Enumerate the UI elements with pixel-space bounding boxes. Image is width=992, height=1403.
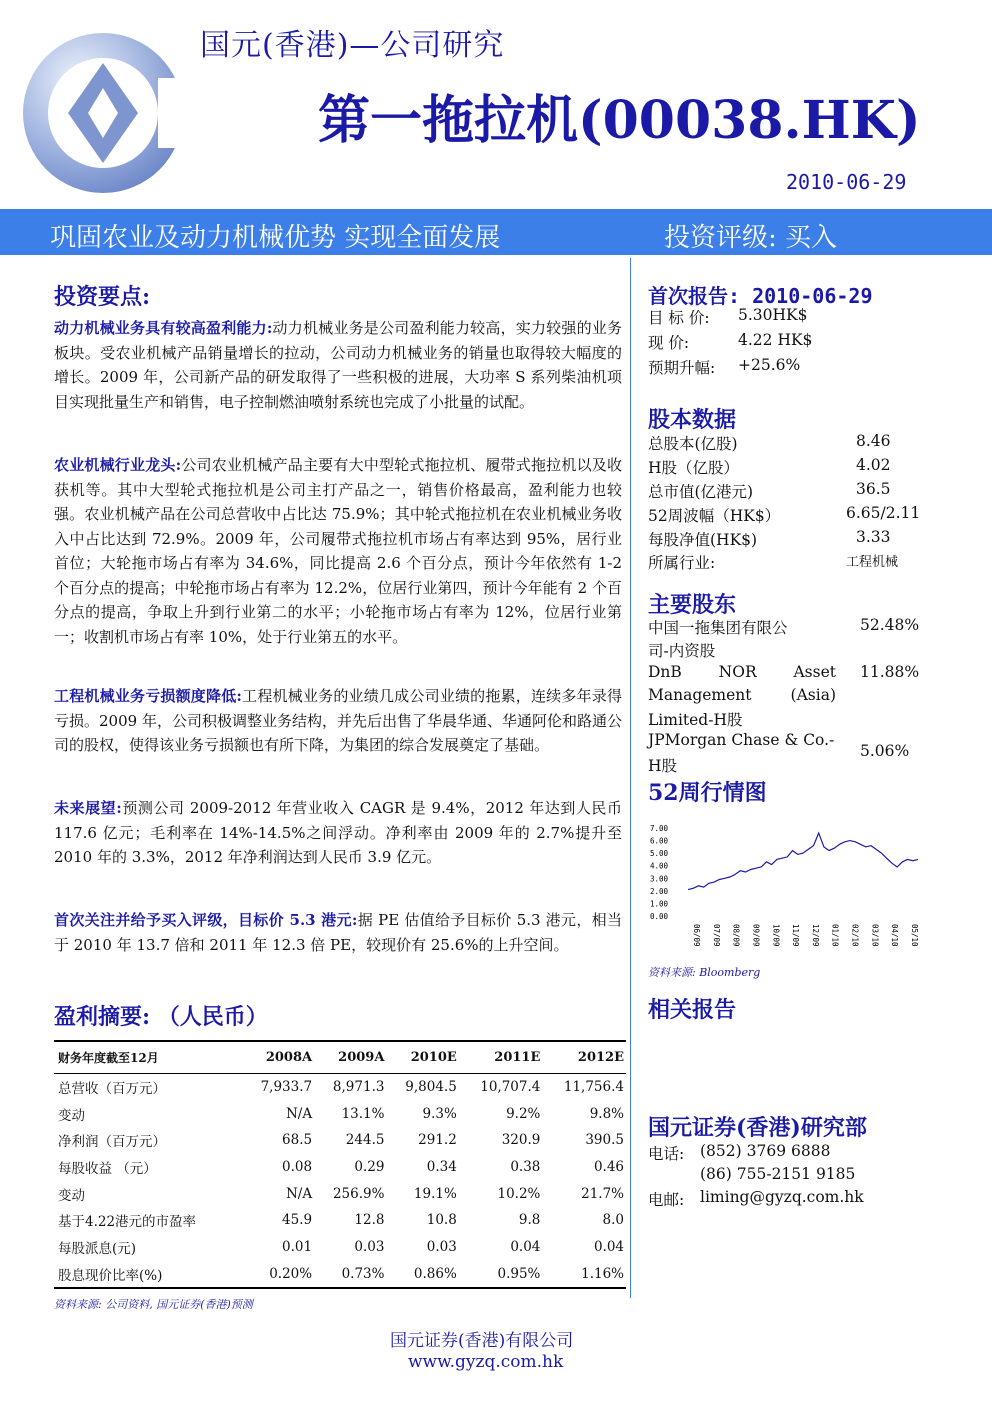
table-row xyxy=(54,1234,626,1261)
table-cell: 256.9% xyxy=(332,1185,385,1202)
major-shareholders-title: 主要股东 xyxy=(648,592,737,618)
phone-cn: (86) 755-2151 9185 xyxy=(700,1165,856,1183)
table-cell: 12.8 xyxy=(354,1212,385,1229)
shareholder-name: JPMorgan Chase & Co.- xyxy=(648,731,835,749)
table-cell: 13.1% xyxy=(341,1105,385,1122)
point-text: 预测公司 2009-2012 年营业收入 CAGR 是 9.4%，2012 年达到人民币 117.6 亿元；毛利率在 14%-14.5%之间浮动。净利率由 2009 年的 2.7%提升至 2010 年的 3.3%，2012 年净利润达到人民币 3.9 亿元。 xyxy=(54,799,622,866)
table-cell: 0.04 xyxy=(510,1238,541,1255)
table-row xyxy=(54,1073,626,1100)
table-cell: 0.03 xyxy=(426,1238,457,1255)
expected-upside-value: +25.6% xyxy=(738,356,801,374)
report-type: 国元(香港)—公司研究 xyxy=(200,28,505,63)
x-tick-label: 03/10 xyxy=(870,924,880,947)
table-cell: 9.8% xyxy=(589,1105,624,1122)
x-tick-label: 05/10 xyxy=(910,924,919,947)
banner-headline: 巩固农业及动力机械优势 实现全面发展 xyxy=(50,223,501,253)
x-tick-label: 08/09 xyxy=(731,924,741,947)
y-tick-label: 0.00 xyxy=(650,912,669,921)
target-price-value: 5.30HK$ xyxy=(738,306,808,324)
banner-rating: 投资评级: 买入 xyxy=(664,223,838,253)
earnings-summary-title: 盈利摘要: （人民币） xyxy=(54,1004,268,1030)
y-tick-label: 3.00 xyxy=(650,874,669,884)
investment-points-title: 投资要点: xyxy=(54,284,151,310)
table-cell: 7,933.7 xyxy=(260,1078,313,1095)
table-cell: 9.8 xyxy=(518,1212,541,1229)
y-tick-label: 5.00 xyxy=(650,849,669,859)
table-row xyxy=(54,1100,626,1127)
footer-url[interactable]: www.gyzq.com.hk xyxy=(408,1352,564,1372)
equity-value: 8.46 xyxy=(856,432,891,450)
table-cell: 390.5 xyxy=(585,1132,624,1149)
table-row xyxy=(54,1180,626,1207)
table-cell: 320.9 xyxy=(501,1132,541,1149)
table-cell: 0.01 xyxy=(282,1238,313,1255)
table-cell: 10.8 xyxy=(426,1212,457,1229)
point-outlook xyxy=(54,796,622,870)
table-cell: 244.5 xyxy=(345,1132,385,1149)
x-tick-label: 04/10 xyxy=(890,924,900,947)
equity-label: 52周波幅（HK$） xyxy=(648,507,781,525)
research-dept-title: 国元证券(香港)研究部 xyxy=(648,1115,867,1141)
table-cell: 0.73% xyxy=(341,1265,385,1282)
earnings-table xyxy=(54,1040,626,1289)
shareholder-name: DnB NOR Asset xyxy=(648,663,836,681)
equity-value: 36.5 xyxy=(856,480,891,498)
y-tick-label: 7.00 xyxy=(650,824,669,833)
table-cell: N/A xyxy=(285,1185,313,1202)
x-tick-label: 12/09 xyxy=(810,924,820,947)
column-header: 2010E xyxy=(410,1049,457,1065)
table-cell: 68.5 xyxy=(282,1132,313,1149)
price-series-line xyxy=(688,833,918,890)
table-cell: 8,971.3 xyxy=(332,1078,385,1095)
table-row xyxy=(54,1207,626,1234)
table-cell: 291.2 xyxy=(418,1132,457,1149)
row-label: 变动 xyxy=(58,1107,85,1124)
column-divider xyxy=(630,258,631,1298)
target-price-label: 目 标 价: xyxy=(648,309,710,327)
row-label: 总营收（百万元） xyxy=(58,1080,166,1097)
table-cell: 0.03 xyxy=(354,1238,385,1255)
price-chart xyxy=(648,818,924,968)
phone-label: 电话: xyxy=(648,1145,685,1163)
y-tick-label: 1.00 xyxy=(650,899,669,909)
equity-value: 工程机械 xyxy=(846,555,899,570)
table-cell: 0.95% xyxy=(497,1265,541,1282)
table-cell: 21.7% xyxy=(581,1185,624,1202)
equity-data-title: 股本数据 xyxy=(648,407,737,433)
table-cell: 19.1% xyxy=(413,1185,457,1202)
x-tick-label: 11/09 xyxy=(791,924,801,947)
row-label: 每股收益 （元） xyxy=(58,1160,157,1177)
table-cell: 11,756.4 xyxy=(563,1078,624,1095)
table-cell: 0.08 xyxy=(282,1158,313,1175)
table-cell: 9.2% xyxy=(506,1105,541,1122)
row-label: 每股派息(元) xyxy=(58,1240,137,1257)
equity-label: 总股本(亿股) xyxy=(648,435,738,453)
shareholder-pct: 11.88% xyxy=(860,663,920,681)
equity-label: 总市值(亿港元) xyxy=(648,483,754,501)
table-cell: 0.29 xyxy=(354,1158,385,1175)
column-header: 2008A xyxy=(265,1049,313,1065)
report-date: 2010-06-29 xyxy=(786,170,907,194)
table-cell: 9.3% xyxy=(422,1105,457,1122)
x-tick-label: 02/10 xyxy=(850,924,860,947)
equity-label: 所属行业: xyxy=(648,554,716,572)
point-text: 动力机械业务是公司盈利能力较高，实力较强的业务板块。受农业机械产品销量增长的拉动，公司动力机械业务的销量也取得较大幅度的增长。2009 年，公司新产品的研发取得了一些积极的进展，大功率 S 系列柴油机项目实现批量生产和销售，电子控制燃油喷射系统也完成了小批量的试配。 xyxy=(54,319,622,411)
table-cell: 8.0 xyxy=(602,1212,624,1229)
point-lead: 动力机械业务具有较高盈利能力: xyxy=(54,319,273,337)
price-chart-title: 52周行情图 xyxy=(648,780,767,806)
x-tick-label: 10/09 xyxy=(771,924,781,947)
equity-value: 6.65/2.11 xyxy=(846,504,921,522)
email-link[interactable]: liming@gyzq.com.hk xyxy=(700,1188,864,1206)
point-lead: 首次关注并给予买入评级，目标价 5.3 港元: xyxy=(54,911,358,929)
y-tick-label: 6.00 xyxy=(650,836,669,846)
shareholder-name: 司-内资股 xyxy=(648,641,716,660)
email-label: 电邮: xyxy=(648,1191,685,1209)
table-cell: 0.34 xyxy=(426,1158,457,1175)
table-row xyxy=(54,1127,626,1154)
point-text: 公司农业机械产品主要有大中型轮式拖拉机、履带式拖拉机以及收获机等。其中大型轮式拖拉机是公司主打产品之一，销售价格最高，盈利能力也较强。农业机械产品在公司总营收中占比达 75.9%；其中轮式拖拉机在农业机械业务收入中占比达到 72.9%。2009 年，公司履带式拖拉机市场占有率达到 95%，居行业首位；大轮拖市场占有率为 34.6%，同比提高 2.6 个百分点，预计今年依然有 1-2 个百分点的提高；中轮拖市场占有率为 12.2%，位居行业第四，预计今年能有 2 个百分点的提高，争取上升到行业第二的水平；小轮拖市场占有率为 12%，位居行业第一；收割机市场占有率 10%，处于行业第五的水平。 xyxy=(54,456,622,646)
phone-hk: (852) 3769 6888 xyxy=(700,1142,831,1160)
column-header: 2009A xyxy=(338,1049,385,1065)
point-lead: 工程机械业务亏损额度降低: xyxy=(54,687,242,705)
footer-company: 国元证券(香港)有限公司 xyxy=(390,1331,574,1351)
point-agri-machinery xyxy=(54,453,622,649)
table-cell: 45.9 xyxy=(282,1212,313,1229)
row-label: 基于4.22港元的市盈率 xyxy=(58,1214,197,1231)
table-cell: 10,707.4 xyxy=(480,1078,541,1095)
company-logo xyxy=(18,28,188,198)
report-title: 第一拖拉机(00038.HK) xyxy=(318,90,921,151)
point-power-machinery xyxy=(54,316,622,414)
table-cell: 0.86% xyxy=(413,1265,457,1282)
equity-value: 3.33 xyxy=(856,528,891,546)
row-label: 变动 xyxy=(58,1187,85,1204)
earnings-source: 资料来源: 公司资料, 国元证券(香港)预测 xyxy=(54,1298,253,1311)
x-tick-label: 07/09 xyxy=(711,924,721,947)
first-report-date: 首次报告: 2010-06-29 xyxy=(648,284,873,308)
table-cell: N/A xyxy=(285,1105,313,1122)
table-cell: 0.38 xyxy=(510,1158,541,1175)
table-cell: 1.16% xyxy=(581,1265,624,1282)
y-tick-label: 2.00 xyxy=(650,886,669,896)
table-row xyxy=(54,1260,626,1288)
point-lead: 农业机械行业龙头: xyxy=(54,456,182,474)
row-label: 股息现价比率(%) xyxy=(58,1267,163,1284)
expected-upside-label: 预期升幅: xyxy=(648,359,716,377)
equity-label: H股（亿股） xyxy=(648,459,740,477)
shareholder-pct: 5.06% xyxy=(860,742,910,760)
x-tick-label: 06/09 xyxy=(692,924,701,947)
point-text: 据 PE 估值给予目标价 5.3 港元，相当于 2010 年 13.7 倍和 2011 年 12.3 倍 PE，较现价有 25.6%的上升空间。 xyxy=(54,911,622,954)
table-cell: 0.04 xyxy=(593,1238,624,1255)
table-header-row xyxy=(54,1041,626,1073)
table-cell: 10.2% xyxy=(497,1185,541,1202)
point-lead: 未来展望: xyxy=(54,799,122,817)
point-engineering-machinery xyxy=(54,684,622,758)
shareholder-name: H股 xyxy=(648,756,678,775)
related-reports-title: 相关报告 xyxy=(648,997,737,1023)
table-cell: 9,804.5 xyxy=(405,1078,457,1095)
shareholder-pct: 52.48% xyxy=(860,616,920,634)
table-cell: 0.46 xyxy=(593,1158,624,1175)
chart-source: 资料来源: Bloomberg xyxy=(648,966,761,979)
shareholder-name: Limited-H股 xyxy=(648,711,743,729)
table-row xyxy=(54,1154,626,1181)
table-cell: 0.20% xyxy=(269,1265,313,1282)
column-header: 2012E xyxy=(577,1049,624,1065)
equity-value: 4.02 xyxy=(856,456,891,474)
column-header: 财务年度截至12月 xyxy=(58,1050,159,1065)
point-rating xyxy=(54,908,622,957)
current-price-value: 4.22 HK$ xyxy=(738,331,813,349)
y-tick-label: 4.00 xyxy=(650,861,669,871)
x-tick-label: 01/10 xyxy=(830,924,840,947)
current-price-label: 现 价: xyxy=(648,334,690,352)
x-tick-label: 09/09 xyxy=(751,924,761,947)
shareholder-name: 中国一拖集团有限公 xyxy=(648,619,788,637)
column-header: 2011E xyxy=(494,1049,541,1065)
row-label: 净利润（百万元） xyxy=(58,1134,166,1151)
equity-label: 每股净值(HK$) xyxy=(648,531,758,549)
shareholder-name: Management (Asia) xyxy=(648,685,836,704)
point-text: 工程机械业务的业绩几成公司业绩的拖累，连续多年录得亏损。2009 年，公司积极调整业务结构，并先后出售了华晨华通、华通阿伦和路通公司的股权，使得该业务亏损额也有所下降，为集团的综合发展奠定了基础。 xyxy=(54,687,622,754)
